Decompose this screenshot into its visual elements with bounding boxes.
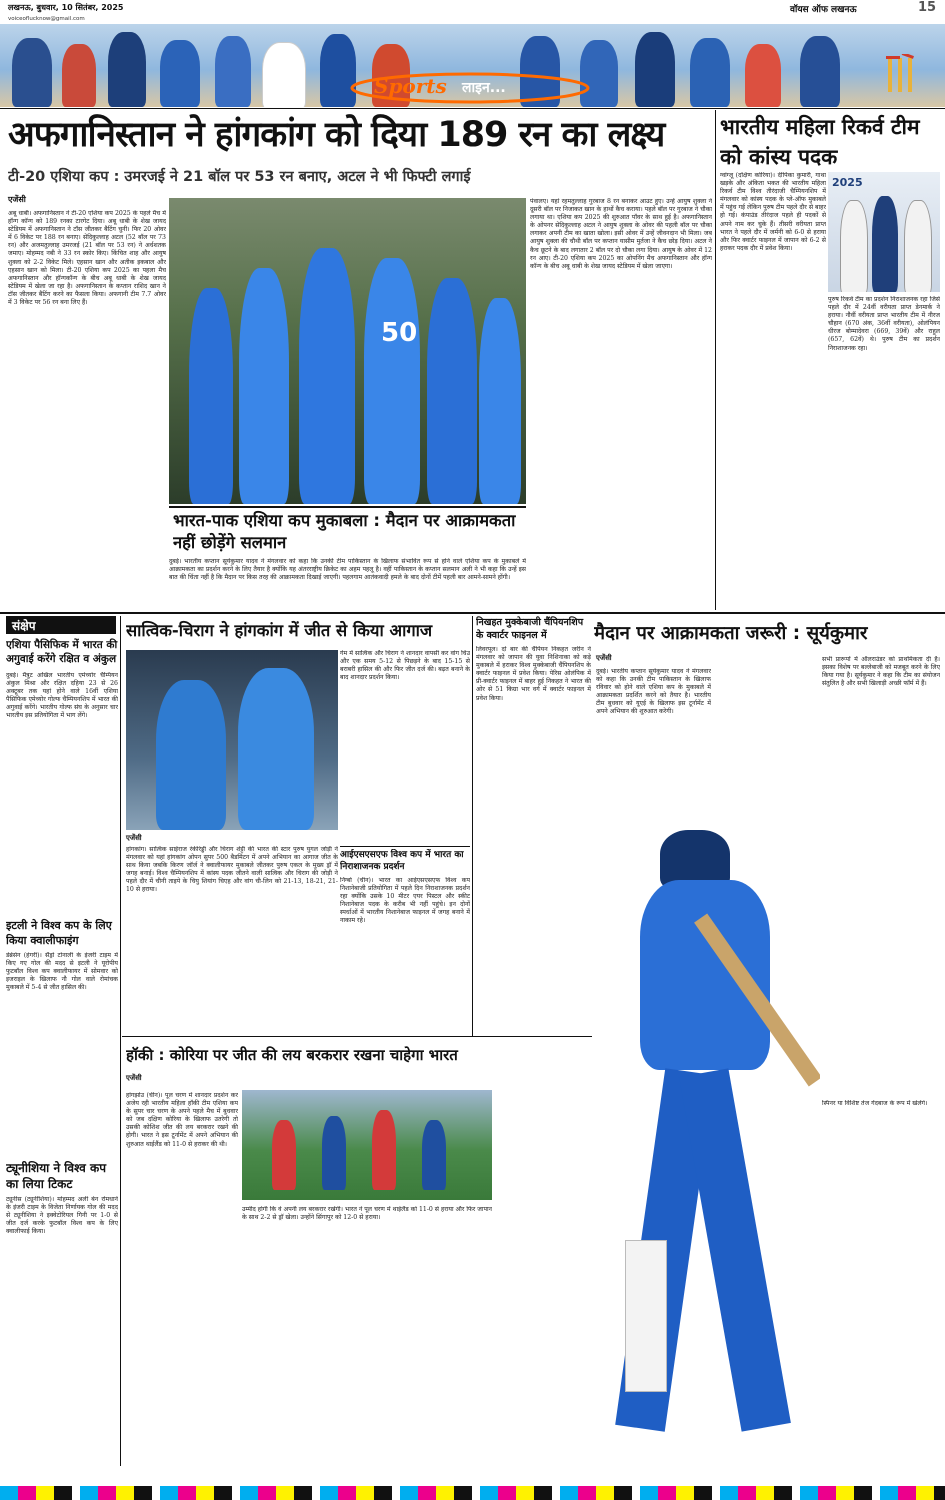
section-title-sports: Sports [374,74,447,98]
suryakumar-agency: एजेंसी [596,654,612,662]
sankshep-item2-body: डेब्रेसेन (हंगरी)। सैंड्रो टोनाली के इंजरी टाइम में किए गए गोल की मदद से इटली ने यूरोपीय फुटबॉल विश्व कप क्वालीफायर में सोमवार को इजराइल के खिलाफ नौ गोल वाले रोमांचक मुकाबले में 5-4 से जीत हासिल की। [6,952,118,992]
lead-photo [169,198,526,504]
banner-player-6 [262,42,306,107]
hockey-rule [122,1036,592,1037]
section-title-line: लाइन... [462,80,506,96]
sankshep-item2-headline: इटली ने विश्व कप के लिए किया क्वालीफाइंग [6,919,112,947]
suryakumar-body: दुबई। भारतीय कप्तान सूर्यकुमार यादव ने मंगलवार को कहा कि उनकी टीम पाकिस्तान के खिलाफ रविवार को होने वाले एशिया कप के मुकाबले में आक्रामकता प्रदर्शित करने को तैयार है। भारतीय टीम बुधवार को यूएई के खिलाफ इस टूर्नामेंट में अपने अभियान की शुरुआत करेगी। [596,668,711,716]
archery-photo [828,172,940,292]
sports-banner [0,24,945,107]
boxing-body: लिवरपूल। दो बार की चैंपियन निकहत जरीन ने मंगलवार को जापान की युवा निशिनाका को कड़े मुकाबले में हराकर विश्व मुक्केबाजी चैंपियनशिप के क्वार्टर फाइनल में प्रवेश किया। पेरिस ओलंपिक में प्री-क्वार्टर फाइनल में बाहर हुई निकहत ने भारत की ओर से 51 किग्रा भार वर्ग में क्वार्टर फाइनल में प्रवेश किया। [476,646,591,702]
hockey-photo [242,1090,492,1200]
suryakumar-body-2: सभी प्रारूपों में ऑलराउंडर को प्राथमिकता दी है। इसका विशेष पर बल्लेबाजी को मजबूत करने के लिए किया गया है। सूर्यकुमार ने कहा कि टीम का संयोजन संतुलित है और सभी खिलाड़ी अच्छी फॉर्म में हैं। [822,656,940,688]
sankshep-item3-body: ट्यूनीस (ट्यूनीशिया)। मोहम्मद अली बेन रोमधाने के इंजरी टाइम के विजेता निर्णायक गोल की मदद से ट्यूनीशिया ने इक्वेटोरियल गिनी पर 1-0 से जीत दर्ज करके फुटबॉल विश्व कप के लिए क्वालीफाई किया। [6,1196,118,1236]
suryakumar-tail-text: स्पिनर या विशिष्ट तेज गेंदबाज के रूप में खेलेंगे। [822,1100,928,1107]
badminton-body: हांगकांग। सात्विक साईराज रंकीरेड्डी और चिराग शेट्टी की भारत की स्टार पुरुष युगल जोड़ी ने मंगलवार को यहां हांगकांग ओपन सुपर 500 बैडमिंटन में अपने अभियान का आगाज जीत के साथ किया जबकि किरण जॉर्ज ने क्वालीफायर मुकाबले जीतकर पुरुष एकल के मुख्य ड्रॉ में जगह बनाई। विश्व चैम्पियनशिप में कांस्य पदक जीतने वाली सात्विक और चिराग की जोड़ी ने पहले दौर में चीनी ताइपे के चियु शियांग चिएह और वांग ची-लिन को 21-13, 18-21, 21-10 से हराया। [126,846,338,894]
banner-player-4 [160,40,200,107]
lead-body-col1: अबू धाबी। अफगानिस्तान ने टी-20 एशिया कप 2025 के पहले मैच में हॉन्ग कॉन्ग को 189 रनका टारगेट दिया। अबू धाबी के शेख जायद स्टेडियम में अफगानिस्तान ने टॉस जीतकर बैटिंग चुनी। फिर 20 ओवर में 6 विकेट पर 188 रन बनाए। सेदिकुल्लाह अटल (52 बॉल पर 73 रन) और अजमतुल्लाह उमरजई (21 बॉल पर 53 रन) ने अर्धशतक जमाए। मोहम्मद नबी ने 33 रन स्कोर किए। किंचित शाह और आयुष शुक्ला को 2-2 विकेट मिले। एहसान खान और अतीक इकबाल और एहसान खान को मिला। टी-20 एशिया कप 2025 का पहला मैच अफगानिस्तान और हॉन्गकॉन्ग के बीच अबू धाबी के शेख जायद स्टेडियम में खेला जा रहा है। अफगानिस्तान के कप्तान राशिद खान ने टॉस जीतकर बैटिंग करने का फैसला किया। अफगानी टीम 7.7 ओवर में 3 विकेट पर 56 रन बना लिए हैं। [8,210,166,307]
shooting-body: निंग्बो (चीन)। भारत का आईएसएसएफ विश्व कप निशानेबाजी प्रतियोगिता में पहले दिन निराशाजनक प्रदर्शन रहा क्योंकि उसके 10 मीटर एयर पिस्टल और स्कीट निशानेबाज पदक के करीब भी नहीं पहुंचे। इन दोनों स्पर्धाओं में भारतीय निशानेबाज फाइनल में जगह बनाने में नाकाम रहे। [340,877,470,925]
suryakumar-photo [600,820,820,1480]
archery-badge: 2025 [832,176,863,189]
boxing-headline: निखहत मुक्केबाजी चैंपियनशिप के क्वार्टर फाइनल में [476,617,584,641]
banner-player-1 [12,38,52,107]
banner-player-14 [800,36,840,107]
archery-divider [715,110,716,610]
banner-player-11 [635,32,675,107]
boxing-divider [472,616,473,1036]
sankshep-item1-headline: एशिया पैसिफिक में भारत की अगुवाई करेंगे रक्षित व अंकुल [6,639,118,665]
archery-body: ग्वांग्जू (दक्षिण कोरिया)। दीपिका कुमारी, गाथा खड़के और अंकिता भकत की भारतीय महिला रिकर्व टीम विश्व तीरंदाजी चैम्पियनशिप में मंगलवार को कांस्य पदक के प्ले-ऑफ मुकाबले में पहुंच गई लेकिन पुरुष टीम पहले दौर से बाहर हो गई। कंपाउंड तीरंदाज पहले ही पदकों से अपने नाम कर चुके हैं। तीसरी वरीयता प्राप्त भारत ने पहले दौर में जर्मनी को 6-0 से हराया और फिर क्वार्टर फाइनल में जापान को 6-2 से हराकर पदक दौर में प्रवेश किया। [720,172,826,252]
page-number: 15 [918,0,937,15]
badminton-player-2 [238,668,314,830]
afg-player-4 [364,258,420,504]
archer-2 [872,196,898,292]
banner-player-12 [690,38,730,107]
afg-player-1 [189,288,233,504]
shooting-box [340,846,470,1033]
lead-subhead: टी-20 एशिया कप : उमरजई ने 21 बॉल पर 53 रन बनाए, अटल ने भी फिफ्टी लगाई [8,169,471,185]
sankshep-label-text: संक्षेप [12,619,36,633]
website: voiceoflucknow@gmail.com [8,16,85,22]
shooting-headline: आईएसएसएफ विश्व कप में भारत का निराशाजनक प्रदर्शन [340,850,464,872]
suryakumar-headline: मैदान पर आक्रामकता जरूरी : सूर्यकुमार [594,623,868,644]
hockey-body: हांगझोउ (चीन)। पूल चरण में शानदार प्रदर्शन कर अजेय रही भारतीय महिला हॉकी टीम एशिया कप के सुपर चार चरण के अपने पहले मैच में बुधवार को जब दक्षिण कोरिया के खिलाफ उतरेगी तो उसकी कोशिश जीत की लय बरकरार रखने की होगी। भारत ने इस टूर्नामेंट में अपने अभियान की शुरुआत थाईलैंड को 11-0 से हराकर की थी। [126,1092,238,1148]
banner-player-3 [108,32,146,107]
lead-headline: अफगानिस्तान ने हांगकांग को दिया 189 रन का लक्ष्य [8,115,665,155]
hockey-player-3 [372,1110,396,1190]
batter-pad [625,1240,667,1392]
sankshep-item3-headline: ट्यूनीशिया ने विश्व कप का लिया टिकट [6,1161,107,1191]
masthead [0,0,945,16]
badminton-headline: सात्विक-चिराग ने हांगकांग में जीत से किया आगाज [126,621,433,640]
hockey-player-4 [422,1120,446,1190]
print-color-strip [0,1486,945,1500]
dateline: लखनऊ, बुधवार, 10 सितंबर, 2025 [8,3,124,12]
banner-rule [0,108,945,109]
lead-body-col2: पंवालए। यहां रहमतुल्लाह गुरबाज 8 रन बनाकर आउट हुए। उन्हें आयुष शुक्ला ने दूसरी बॉल पर निजाकत खान के हाथों कैच कराया। पहले बॉल पर गुरबाज ने चौका लगाया था। एशिया कप 2025 की शुरुआत पॉवर के साथ हुई है। अफगानिस्तान के ओपनर सेदिकुल्लाह अटल ने आयुष शुक्ला के ओवर की पहली बॉल पर चौका लगाकर अपनी टीम का खाता खोला। इसी ओवर में उन्हें जीवनदान भी मिला। जब आयुष शुक्ला की चौथी बॉल पर कप्तान यासीम मुर्तजा ने कैच छोड़ दिया। अटल ने कैच छूटने के बाद लगातार 2 बॉल पर दो चौका लगा दिया। आयुष के ओवर में 12 रन आए। टी-20 एशिया कप 2025 का ओपनिंग मैच अफगानिस्तान और हॉन्ग कॉन्ग के बीच अबू धाबी के शेख जायद स्टेडियम में खेला जाएगा। [530,198,712,270]
afg-player-3 [299,248,355,504]
afg-player-6 [479,298,521,504]
lead-agency: एजेंसी [8,195,26,204]
banner-player-13 [745,44,781,107]
badminton-body-2: गेम में सात्विक और चिराग ने शानदार वापसी कर वांग चिउ और एक समय 5-12 से पिछड़ने के बाद 15-15 से बराबरी हासिल की और फिर जीत दर्ज की। बढ़त बनाने के बाद शानदार प्रदर्शन किया। [340,650,470,682]
jersey-number: 50 [381,318,418,348]
afg-player-5 [427,278,477,504]
mid-rule [0,612,945,614]
hockey-player-2 [322,1116,346,1190]
archer-1 [840,200,868,292]
cricket-stumps-icon [880,54,920,94]
sankshep-divider [120,616,121,1466]
lead-inset-box [169,506,526,608]
sankshep-label [6,616,116,634]
archery-body-2: पुरुष रिकर्व टीम का प्रदर्शन निराशाजनक रहा जिसे पहले दौर में 24वीं वरीयता प्राप्त डेनमार्क ने हराया। नौवीं वरीयता प्राप्त भारतीय टीम में नीरज चौहान (670 अंक, 36वीं वरीयता), ओलंपियन धीरज बोम्मादेवरा (669, 39वें) और राहुल (657, 62वें) थे। पुरुष टीम का प्रदर्शन निराशाजनक रहा। [828,296,940,352]
badminton-photo [126,650,338,830]
archery-headline: भारतीय महिला रिकर्व टीम को कांस्य पदक [720,115,920,169]
hockey-agency: एजेंसी [126,1074,142,1082]
hockey-headline: हॉकी : कोरिया पर जीत की लय बरकरार रखना चाहेगा भारत [126,1046,458,1064]
batter-leg-2 [679,1068,791,1431]
lead-inset-headline: भारत-पाक एशिया कप मुकाबला : मैदान पर आक्रामकता नहीं छोड़ेंगे सलमान [173,511,516,552]
hockey-player-1 [272,1120,296,1190]
banner-player-5 [215,36,251,107]
banner-player-2 [62,44,96,107]
lead-inset-body: दुबई। भारतीय कप्तान सूर्यकुमार यादव ने मंगलवार को कहा कि उनकी टीम पाकिस्तान के खिलाफ संभावित रूप से होने वाले एशिया कप के मुकाबले में आक्रामकता का प्रदर्शन करने के लिए तैयार है क्योंकि यह अंतरराष्ट्रीय क्रिकेट का अहम पहलू है। वहीं पाकिस्तान के कप्तान सलमान अली ने भी कहा कि उन्हें इस बात की चिंता नहीं है कि मैदान पर किस तरह की आक्रामकता दिखाई जाएगी। पहलगाम आतंकवादी हमले के बाद दोनों टीमें पहली बार आमने-सामने होंगी। [169,558,526,582]
paper-name: वॉयस ऑफ लखनऊ [790,5,857,15]
badminton-agency: एजेंसी [126,834,142,842]
archer-3 [904,200,932,292]
section-title [350,68,590,104]
badminton-player-1 [156,680,226,830]
sankshep-item1-body: दुबई। मैत्रुट अखिल भारतीय एमेच्योर चैम्पियन अंकुल मिश्रा और रक्षित दहिया 23 से 26 अक्टूबर तक यहां होने वाले 16वीं एशिया पैसिफिक एमेच्योर गोल्फ चैम्पियनशिप में भारत की अगुवाई करेंगे। भारतीय गोल्फ संघ के अनुसार चार भारतीय इस प्रतियोगिता में भाग लेंगे। [6,672,118,720]
afg-player-2 [239,268,289,504]
hockey-body-2: उम्मीद होगी कि वे अपनी लय बरकरार रखेंगी। भारत ने पूल चरण में थाईलैंड को 11-0 से हराया और फिर जापान के साथ 2-2 से ड्रॉ खेला। उन्होंने सिंगापुर को 12-0 से हराया। [242,1206,492,1222]
